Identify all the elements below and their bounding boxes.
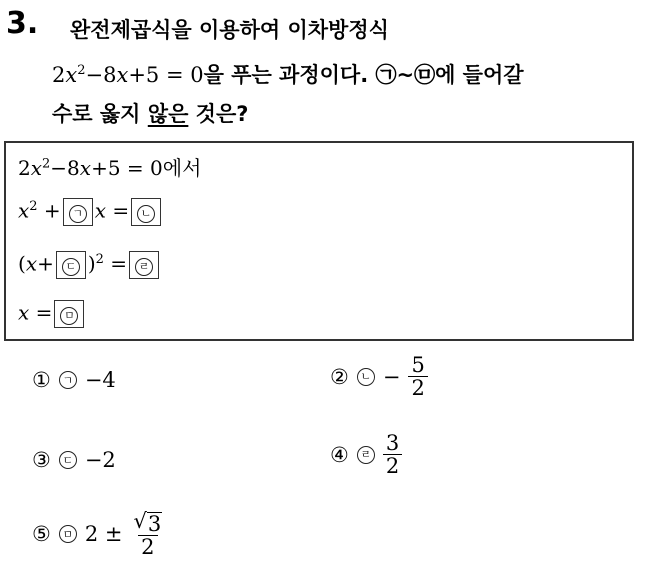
blank-d: ㄹ (129, 251, 159, 279)
box-row-3: (x+ ㄷ )$^2$ = ㄹ (18, 251, 161, 279)
box-row-2: $x^2$ + ㄱ x = ㄴ (18, 198, 163, 226)
question-line-1: 완전제곱식을 이용하여 이차방정식 (70, 18, 389, 42)
option-2-fraction: $\frac{5}{2}$ (408, 354, 427, 399)
sqrt-symbol: √ 3 (133, 509, 162, 536)
option-5-fraction: √ 3 2 (133, 509, 162, 560)
option-1[interactable]: ① ㄱ −4 (32, 368, 116, 392)
question-line-2-text: 을 푸는 과정이다. ㉠~㉤에 들어갈 (203, 63, 524, 87)
option-3[interactable]: ③ ㄷ −2 (32, 448, 116, 472)
question-line-3: 수로 옳지 않은 것은? (52, 102, 249, 126)
question-line-2 (52, 59, 524, 89)
underlined-word: 않은 (147, 102, 189, 126)
question-equation: $2x^2-8x+5 = 0$ (52, 63, 204, 87)
option-4[interactable]: ④ ㄹ $\frac{3}{2}$ (330, 432, 402, 477)
box-row-4: x = ㅁ (18, 300, 86, 328)
option-4-fraction: $\frac{3}{2}$ (383, 432, 402, 477)
box-row-1: $2x^2-8x+5 = 0$에서 (18, 156, 202, 180)
blank-e: ㅁ (54, 300, 84, 328)
blank-b: ㄴ (131, 198, 161, 226)
option-2[interactable]: ② ㄴ − $\frac{5}{2}$ (330, 354, 428, 399)
question-number: 3. (6, 6, 39, 41)
option-5[interactable]: ⑤ ㅁ 2 ± √ 3 2 (32, 510, 165, 558)
blank-a: ㄱ (63, 198, 93, 226)
blank-c: ㄷ (56, 251, 86, 279)
